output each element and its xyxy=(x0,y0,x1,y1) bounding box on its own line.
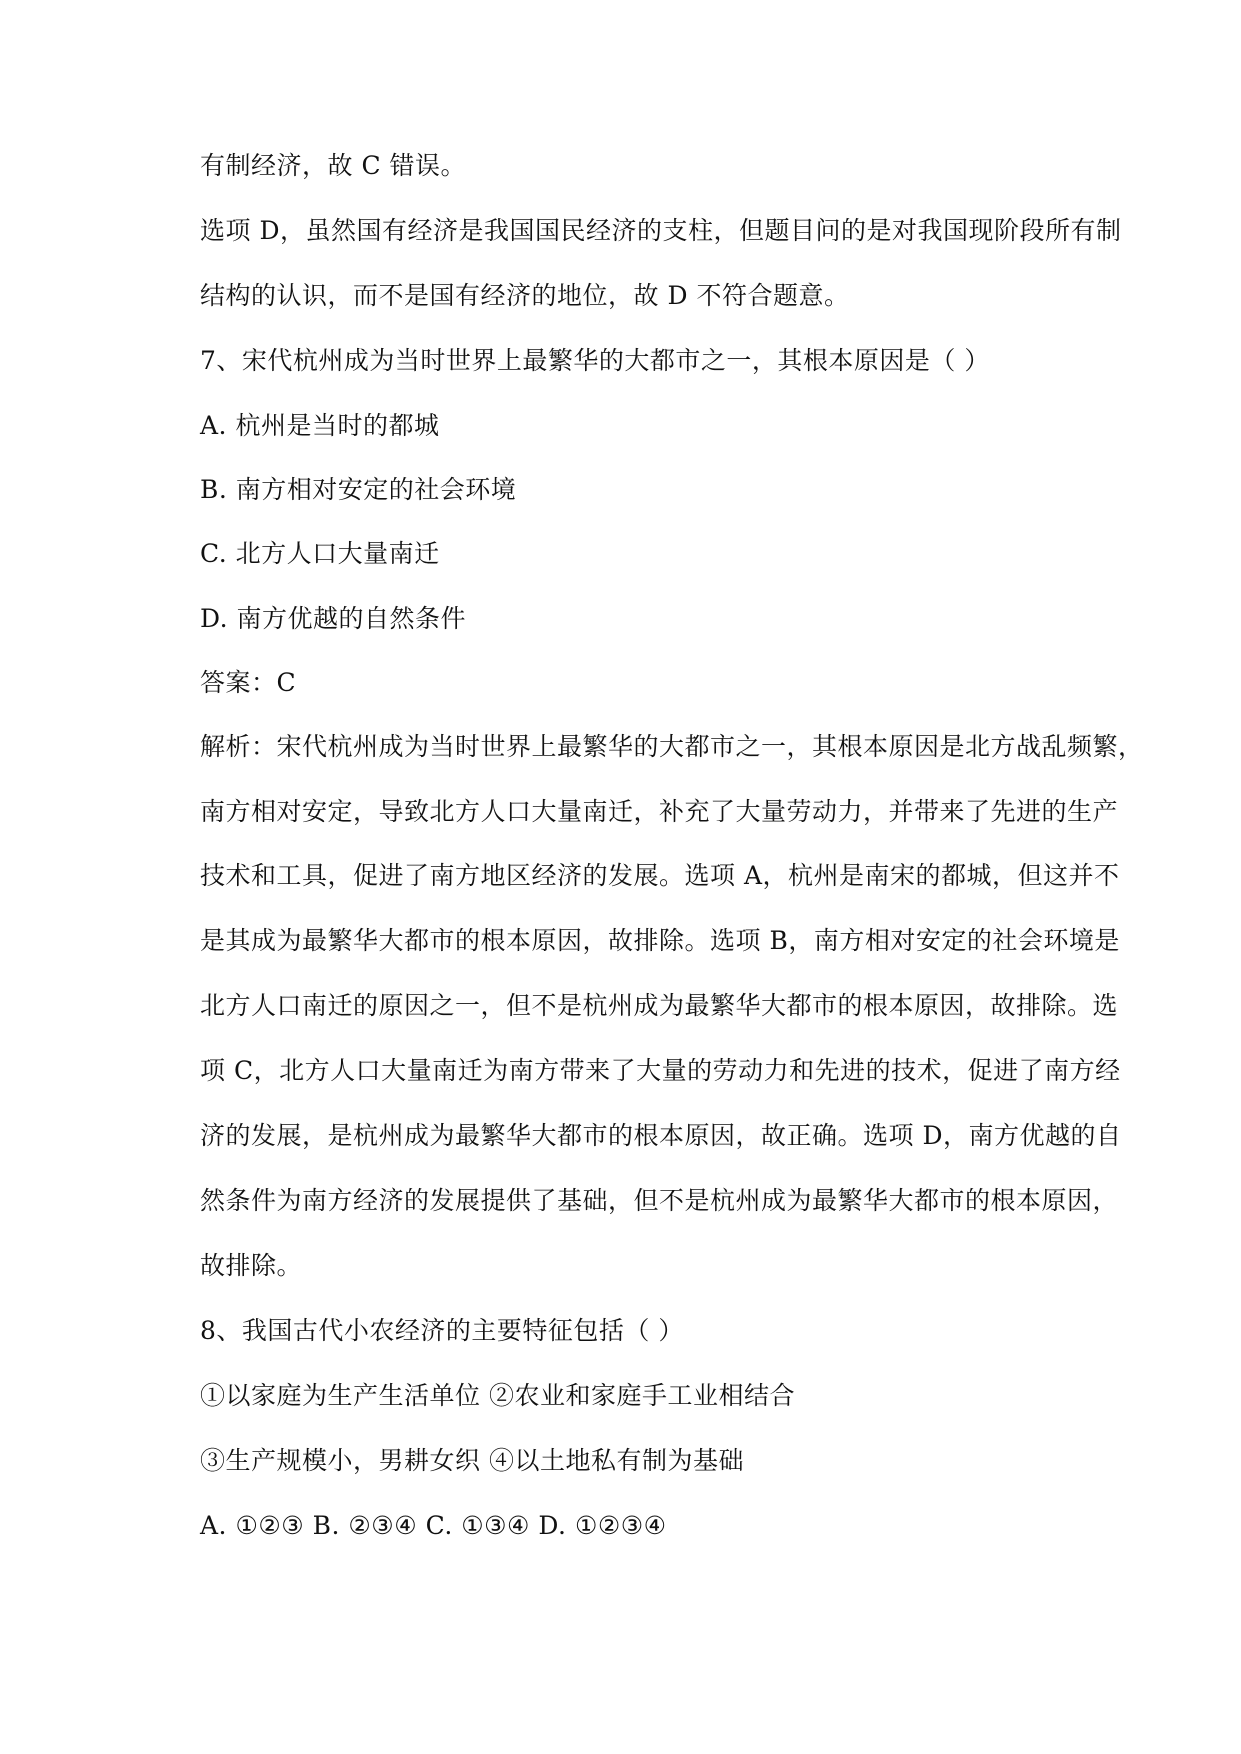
question-8-options: A. ①②③ B. ②③④ C. ①③④ D. ①②③④ xyxy=(200,1511,667,1540)
question-8: 8、我国古代小农经济的主要特征包括（ ） xyxy=(200,1316,684,1345)
question-8-statements-3-4: ③生产规模小，男耕女织 ④以土地私有制为基础 xyxy=(200,1446,744,1475)
question-7-analysis-line: 北方人口南迁的原因之一，但不是杭州成为最繁华大都市的根本原因，故排除。选 xyxy=(200,991,1119,1020)
question-7-analysis-line: 是其成为最繁华大都市的根本原因，故排除。选项 B，南方相对安定的社会环境是 xyxy=(200,926,1120,955)
question-7-analysis-line: 解析：宋代杭州成为当时世界上最繁华的大都市之一，其根本原因是北方战乱频繁， xyxy=(200,732,1144,761)
text-line-option-d-analysis-cont: 结构的认识，而不是国有经济的地位，故 D 不符合题意。 xyxy=(200,281,850,310)
text-line-option-d-analysis: 选项 D，虽然国有经济是我国国民经济的支柱，但题目问的是对我国现阶段所有制 xyxy=(200,216,1122,245)
question-7-option-d: D. 南方优越的自然条件 xyxy=(200,604,467,633)
question-7-analysis-line: 技术和工具，促进了南方地区经济的发展。选项 A，杭州是南宋的都城，但这并不 xyxy=(200,861,1120,890)
question-7-analysis-line: 济的发展，是杭州成为最繁华大都市的根本原因，故正确。选项 D，南方优越的自 xyxy=(200,1121,1122,1150)
question-8-statements-1-2: ①以家庭为生产生活单位 ②农业和家庭手工业相结合 xyxy=(200,1381,795,1410)
question-7-answer: 答案：C xyxy=(200,668,297,697)
question-7-analysis-line: 南方相对安定，导致北方人口大量南迁，补充了大量劳动力，并带来了先进的生产 xyxy=(200,797,1119,826)
question-7: 7、宋代杭州成为当时世界上最繁华的大都市之一，其根本原因是（ ） xyxy=(200,346,990,375)
text-line-continuation: 有制经济，故 C 错误。 xyxy=(200,151,467,180)
question-7-analysis-line: 然条件为南方经济的发展提供了基础，但不是杭州成为最繁华大都市的根本原因， xyxy=(200,1186,1119,1215)
question-7-analysis-line: 项 C，北方人口大量南迁为南方带来了大量的劳动力和先进的技术，促进了南方经 xyxy=(200,1056,1121,1085)
question-7-option-c: C. 北方人口大量南迁 xyxy=(200,539,440,568)
question-7-analysis-line: 故排除。 xyxy=(200,1251,303,1280)
question-7-option-b: B. 南方相对安定的社会环境 xyxy=(200,475,517,504)
question-7-option-a: A. 杭州是当时的都城 xyxy=(200,411,440,440)
